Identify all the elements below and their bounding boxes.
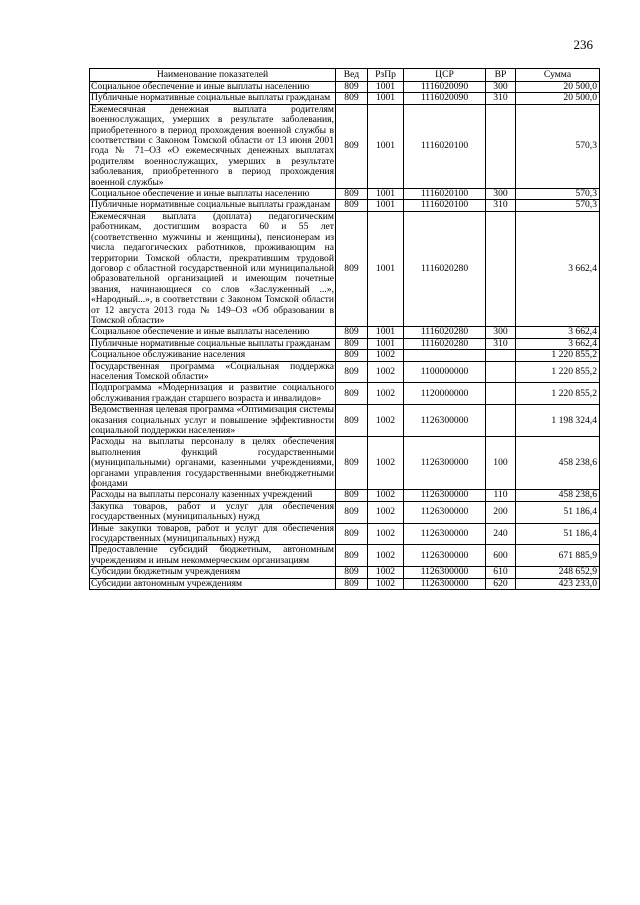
row-vr-cell: 100 — [486, 437, 516, 490]
header-row — [90, 69, 600, 82]
row-rzpr-cell: 1001 — [368, 189, 404, 200]
row-ved-cell: 809 — [336, 578, 368, 589]
row-sum-cell: 570,3 — [516, 200, 600, 211]
row-rzpr-cell: 1001 — [368, 93, 404, 104]
row-vr-cell: 300 — [486, 189, 516, 200]
row-csr-cell: 1116020280 — [404, 338, 486, 349]
row-rzpr-cell: 1002 — [368, 383, 404, 405]
table-row — [90, 93, 600, 104]
row-vr-cell: 310 — [486, 93, 516, 104]
row-csr-cell: 1126300000 — [404, 523, 486, 545]
row-name-cell: Ежемесячная денежная выплата родителям военнослужащих, умерших в результате заболевания, приобретенного в период прохождения военной службы в соответствии с Законом Томской области от 13 июня 2001 года № 71–ОЗ «О ежемесячных денежных выплатах родителям военнослужащих, умерших в результате заболевания, приобретенного в период прохождения военной службы» — [91, 103, 334, 188]
row-csr-cell: 1116020090 — [404, 93, 486, 104]
row-ved-cell: 809 — [336, 361, 368, 383]
row-ved-cell: 809 — [336, 338, 368, 349]
row-vr-cell: 200 — [486, 501, 516, 523]
row-sum-cell: 458 238,6 — [516, 437, 600, 490]
row-rzpr-cell: 1002 — [368, 567, 404, 578]
row-vr-cell — [486, 211, 516, 326]
row-vr-cell — [486, 383, 516, 405]
row-sum-cell: 20 500,0 — [516, 93, 600, 104]
table-row — [90, 338, 600, 349]
row-name-cell: Подпрограмма «Модернизация и развитие социального обслуживания граждан старшего возраста и инвалидов» — [91, 382, 334, 404]
row-sum-cell: 570,3 — [516, 189, 600, 200]
row-rzpr-cell: 1001 — [368, 338, 404, 349]
row-rzpr-cell: 1001 — [368, 327, 404, 338]
row-name-cell: Публичные нормативные социальные выплаты гражданам — [90, 200, 336, 211]
row-ved-cell: 809 — [336, 437, 368, 490]
row-sum-cell: 1 220 855,2 — [516, 361, 600, 383]
table-row — [90, 361, 600, 383]
row-ved-cell: 809 — [336, 200, 368, 211]
row-ved-cell: 809 — [336, 501, 368, 523]
table-row — [90, 350, 600, 361]
row-rzpr-cell: 1001 — [368, 104, 404, 188]
row-ved-cell: 809 — [336, 350, 368, 361]
table-row — [90, 200, 600, 211]
row-csr-cell: 1100000000 — [404, 361, 486, 383]
table-row — [90, 501, 600, 523]
row-sum-cell: 1 198 324,4 — [516, 405, 600, 437]
row-sum-cell: 3 662,4 — [516, 338, 600, 349]
row-rzpr-cell: 1002 — [368, 437, 404, 490]
row-csr-cell: 1116020280 — [404, 211, 486, 326]
row-sum-cell: 248 652,9 — [516, 567, 600, 578]
row-ved-cell: 809 — [336, 545, 368, 567]
header-vr: ВР — [486, 69, 516, 82]
row-vr-cell — [486, 350, 516, 361]
row-sum-cell: 671 885,9 — [516, 545, 600, 567]
table-row — [90, 545, 600, 567]
row-ved-cell: 809 — [336, 567, 368, 578]
row-name-cell: Социальное обеспечение и иные выплаты населению — [90, 327, 336, 338]
row-ved-cell: 809 — [336, 82, 368, 93]
row-rzpr-cell: 1002 — [368, 350, 404, 361]
row-name-cell: Социальное обеспечение и иные выплаты населению — [90, 189, 336, 200]
row-rzpr-cell: 1002 — [368, 545, 404, 567]
row-vr-cell: 310 — [486, 338, 516, 349]
table-row — [90, 523, 600, 545]
row-vr-cell: 610 — [486, 567, 516, 578]
row-sum-cell: 3 662,4 — [516, 211, 600, 326]
row-name-cell: Субсидии автономным учреждениям — [90, 578, 336, 589]
row-csr-cell: 1126300000 — [404, 437, 486, 490]
table-row — [90, 104, 600, 188]
table-row — [90, 189, 600, 200]
row-rzpr-cell: 1002 — [368, 578, 404, 589]
row-sum-cell: 1 220 855,2 — [516, 350, 600, 361]
row-vr-cell: 600 — [486, 545, 516, 567]
row-ved-cell: 809 — [336, 93, 368, 104]
row-vr-cell: 300 — [486, 327, 516, 338]
row-sum-cell: 51 186,4 — [516, 523, 600, 545]
row-ved-cell: 809 — [336, 523, 368, 545]
row-name-cell: Публичные нормативные социальные выплаты гражданам — [90, 93, 336, 104]
row-vr-cell — [486, 104, 516, 188]
budget-table — [89, 68, 600, 590]
table-row — [90, 211, 600, 326]
header-csr: ЦСР — [404, 69, 486, 82]
row-csr-cell: 1126300000 — [404, 545, 486, 567]
table-row — [90, 383, 600, 405]
row-vr-cell — [486, 405, 516, 437]
row-name-cell: Государственная программа «Социальная поддержка населения Томской области» — [91, 360, 334, 382]
header-sum: Сумма — [516, 69, 600, 82]
table-row — [90, 567, 600, 578]
row-csr-cell: 1116020090 — [404, 82, 486, 93]
row-ved-cell: 809 — [336, 189, 368, 200]
header-name: Наименование показателей — [90, 69, 336, 82]
header-ved: Вед — [336, 69, 368, 82]
row-name-cell: Субсидии бюджетным учреждениям — [90, 567, 336, 578]
row-vr-cell: 300 — [486, 82, 516, 93]
row-rzpr-cell: 1002 — [368, 361, 404, 383]
row-csr-cell: 1116020100 — [404, 104, 486, 188]
row-sum-cell: 423 233,0 — [516, 578, 600, 589]
row-csr-cell: 1126300000 — [404, 578, 486, 589]
row-sum-cell: 570,3 — [516, 104, 600, 188]
table-row — [90, 437, 600, 490]
row-rzpr-cell: 1002 — [368, 501, 404, 523]
row-rzpr-cell: 1001 — [368, 211, 404, 326]
row-vr-cell: 240 — [486, 523, 516, 545]
row-name-cell: Иные закупки товаров, работ и услуг для обеспечения государственных (муниципальных) нужд — [91, 522, 334, 545]
row-csr-cell: 1116020280 — [404, 327, 486, 338]
row-csr-cell: 1126300000 — [404, 405, 486, 437]
table-row — [90, 327, 600, 338]
row-name-cell: Ведомственная целевая программа «Оптимизация системы оказания социальных услуг и повышение эффективности социальной поддержки населения» — [91, 404, 334, 436]
row-name-cell: Социальное обеспечение и иные выплаты населению — [90, 82, 336, 93]
row-ved-cell: 809 — [336, 211, 368, 326]
row-csr-cell: 1126300000 — [404, 567, 486, 578]
row-vr-cell — [486, 361, 516, 383]
row-ved-cell: 809 — [336, 327, 368, 338]
row-csr-cell: 1126300000 — [404, 501, 486, 523]
row-vr-cell: 620 — [486, 578, 516, 589]
row-vr-cell: 110 — [486, 490, 516, 501]
table-row — [90, 82, 600, 93]
row-rzpr-cell: 1001 — [368, 200, 404, 211]
row-csr-cell — [404, 350, 486, 361]
row-csr-cell: 1120000000 — [404, 383, 486, 405]
row-rzpr-cell: 1002 — [368, 523, 404, 545]
row-name-cell: Расходы на выплаты персоналу в целях обеспечения выполнения функций государственными (муниципальными) органами, казенными учреждениями, органами управления государственными внебюджетными фондами — [91, 436, 334, 490]
row-csr-cell: 1116020100 — [404, 200, 486, 211]
row-name-cell: Предоставление субсидий бюджетным, автономным учреждениям и иным некоммерческим организациям — [91, 544, 334, 566]
row-ved-cell: 809 — [336, 104, 368, 188]
row-name-cell: Социальное обслуживание населения — [90, 350, 336, 361]
header-rzpr: РзПр — [368, 69, 404, 82]
row-csr-cell: 1126300000 — [404, 490, 486, 501]
row-sum-cell: 458 238,6 — [516, 490, 600, 501]
row-ved-cell: 809 — [336, 490, 368, 501]
table-row — [90, 405, 600, 437]
row-sum-cell: 1 220 855,2 — [516, 383, 600, 405]
row-ved-cell: 809 — [336, 405, 368, 437]
row-name-cell: Закупка товаров, работ и услуг для обеспечения государственных (муниципальных) нужд — [91, 500, 334, 523]
table-row — [90, 490, 600, 501]
row-vr-cell: 310 — [486, 200, 516, 211]
row-csr-cell: 1116020100 — [404, 189, 486, 200]
row-name-cell: Ежемесячная выплата (доплата) педагогическим работникам, достигшим возраста 60 и 55 лет (соответственно мужчины и женщины), пенсионерам из числа педагогических работников, проживающим на территории Томской области, прекратившим трудовой договор с областной государственной или муниципальной образовательной организацией и имеющим почетные звания, начинающиеся со слов «Заслуженный ...», «Народный...», в соответствии с Законом Томской области от 12 августа 2013 года № 149–ОЗ «Об образовании в Томской области» — [91, 210, 334, 326]
row-name-cell: Расходы на выплаты персоналу казенных учреждений — [90, 490, 336, 501]
table-row — [90, 578, 600, 589]
row-rzpr-cell: 1002 — [368, 490, 404, 501]
row-ved-cell: 809 — [336, 383, 368, 405]
row-rzpr-cell: 1001 — [368, 82, 404, 93]
row-sum-cell: 51 186,4 — [516, 501, 600, 523]
row-rzpr-cell: 1002 — [368, 405, 404, 437]
page-number: 236 — [573, 37, 593, 52]
row-sum-cell: 3 662,4 — [516, 327, 600, 338]
row-name-cell: Публичные нормативные социальные выплаты гражданам — [90, 338, 336, 349]
row-sum-cell: 20 500,0 — [516, 82, 600, 93]
